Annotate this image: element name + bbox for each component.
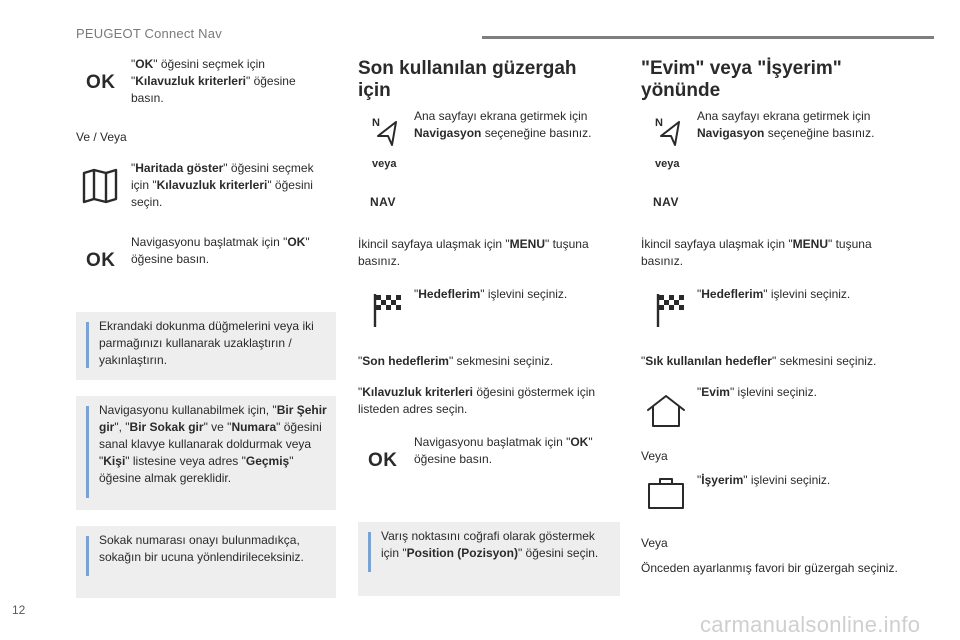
note-street-number [76,526,336,598]
col1-and-or: Ve / Veya [76,130,127,144]
col2-title: Son kullanılan güzergah için [358,58,577,101]
running-header: PEUGEOT Connect Nav [76,26,222,41]
note-marker [86,536,89,576]
note-position [358,522,620,596]
page-number: 12 [12,603,26,617]
col3-or-2: Veya [641,536,668,550]
nav-button-icon-2: NAV [653,195,679,209]
header-rule [482,36,934,39]
svg-text:N: N [655,117,663,129]
svg-text:N: N [372,117,380,129]
note-marker [86,406,89,498]
watermark: carmanualsonline.info [700,612,921,637]
col3-or-1: Veya [641,449,668,463]
note-marker [86,322,89,368]
col1-step-select-ok: "OK" öğesini seçmek için "Kılavuzluk kriterleri" öğesine basın. [131,57,296,105]
navigation-arrow-icon [372,116,400,146]
note-marker [368,532,371,572]
col3-step-preset-favourite: Önceden ayarlanmış favori bir güzergah seçiniz. [641,561,898,575]
col2-step-start-nav: Navigasyonu başlatmak için "OK" öğesine basın. [414,435,593,466]
col2-step-menu: İkincil sayfaya ulaşmak için "MENU" tuşuna basınız. [358,237,589,268]
col3-step-favourites-tab: "Sık kullanılan hedefler" sekmesini seçiniz. [641,354,877,368]
ok-icon-2: OK [86,250,116,271]
ok-icon: OK [86,72,116,93]
col3-step-home-fav: "Evim" işlevini seçiniz. [697,385,817,399]
col3-step-menu: İkincil sayfaya ulaşmak için "MENU" tuşuna basınız. [641,237,872,268]
col1-step-start-nav: Navigasyonu başlatmak için "OK" öğesine basın. [131,235,310,266]
col3-step-home: Ana sayfayı ekrana getirmek için Navigasyon seçeneğine basınız. [697,109,875,140]
note-zoom [76,312,336,380]
checkered-flag-icon-2 [655,292,685,328]
ok-icon-3: OK [368,450,398,471]
col2-step-recent-tab: "Son hedeflerim" sekmesini seçiniz. [358,354,554,368]
home-icon [646,394,686,428]
col2-step-destinations: "Hedeflerim" işlevini seçiniz. [414,287,568,301]
nav-button-icon: NAV [370,195,396,209]
note-zoom-text: Ekrandaki dokunma düğmelerini veya iki parmağınızı kullanarak uzaklaştırın / yakınlaştırın. [99,319,314,367]
col3-step-work-fav: "İşyerim" işlevini seçiniz. [697,473,831,487]
map-icon [82,168,118,204]
note-address-entry-text: Navigasyonu kullanabilmek için, "Bir Şehir gir", "Bir Sokak gir" ve "Numara" öğesini sanal klavye kullanarak doldurmak veya "Kişi" listesine veya adres "Geçmiş" öğesine almak gereklidir. [99,403,327,485]
col1-step-show-map: "Haritada göster" öğesini seçmek için "Kılavuzluk kriterleri" öğesini seçin. [131,161,314,209]
col3-title: "Evim" veya "İşyerim" yönünde [641,58,842,101]
note-street-number-text: Sokak numarası onayı bulunmadıkça, sokağın bir ucuna yönlendirileceksiniz. [99,533,304,564]
col2-step-home: Ana sayfayı ekrana getirmek için Navigasyon seçeneğine basınız. [414,109,592,140]
note-position-text: Varış noktasını coğrafi olarak göstermek için "Position (Pozisyon)" öğesini seçin. [381,529,599,560]
briefcase-icon [646,476,686,512]
or-label: veya [372,158,397,170]
navigation-arrow-icon-2 [655,116,683,146]
checkered-flag-icon [372,292,402,328]
col2-step-choose-address: "Kılavuzluk kriterleri öğesini göstermek için listeden adres seçin. [358,385,596,416]
note-address-entry [76,396,336,510]
col3-step-destinations: "Hedeflerim" işlevini seçiniz. [697,287,851,301]
or-label-2: veya [655,158,680,170]
